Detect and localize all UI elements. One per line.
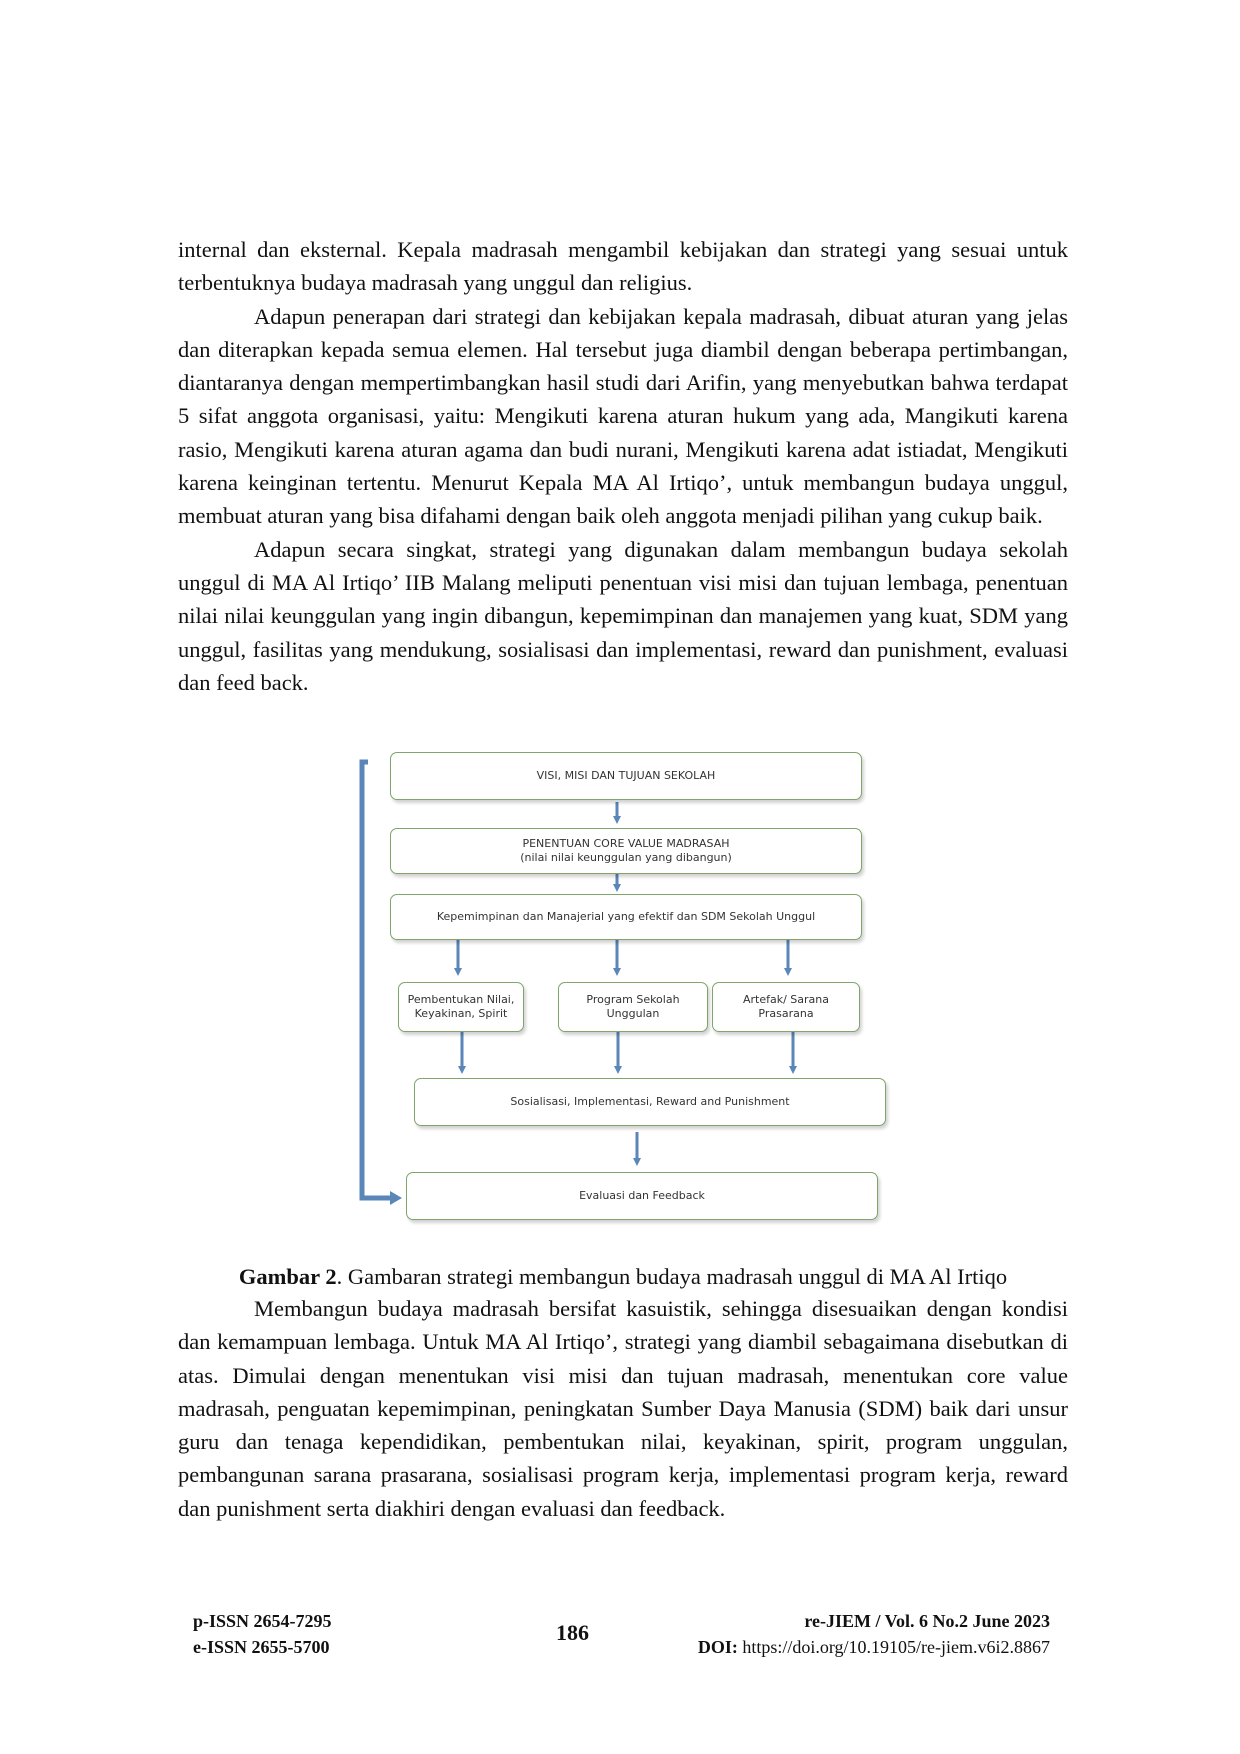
- footer-doi: [698, 1634, 1050, 1660]
- strategy-flow-diagram: [350, 752, 910, 1232]
- box-program-unggulan-line2: Unggulan: [606, 1007, 660, 1020]
- box-artefak-line2: Prasarana: [758, 1007, 814, 1020]
- box-sosialisasi-label: Sosialisasi, Implementasi, Reward and Punishment: [510, 1095, 790, 1108]
- body-text-top: [178, 233, 1068, 699]
- figure-caption-text: . Gambaran strategi membangun budaya madrasah unggul di MA Al Irtiqo: [336, 1264, 1008, 1289]
- paragraph: Adapun secara singkat, strategi yang digunakan dalam membangun budaya sekolah unggul di MA Al Irtiqo’ IIB Malang meliputi penentuan visi misi dan tujuan lembaga, penentuan nilai nilai keunggulan yang ingin dibangun, kepemimpinan dan manajemen yang kuat, SDM yang unggul, fasilitas yang mendukung, sosialisasi dan implementasi, reward dan punishment, evaluasi dan feed back.: [178, 536, 1068, 695]
- footer-doi-link[interactable]: https://doi.org/10.19105/re-jiem.v6i2.8867: [737, 1637, 1050, 1657]
- box-pembentukan-nilai-line1: Pembentukan Nilai,: [407, 993, 515, 1006]
- box-core-value-title: PENENTUAN CORE VALUE MADRASAH: [522, 837, 730, 850]
- box-visi-misi: [390, 752, 862, 800]
- box-kepemimpinan: [390, 894, 862, 940]
- paragraph: Membangun budaya madrasah bersifat kasuistik, sehingga disesuaikan dengan kondisi dan kemampuan lembaga. Untuk MA Al Irtiqo’, strategi yang diambil sebagaimana disebutkan di atas. Dimulai dengan menentukan visi misi dan tujuan madrasah, menentukan core value madrasah, penguatan kepemimpinan, peningkatan Sumber Daya Manusia (SDM) baik dari unsur guru dan tenaga kependidikan, pembentukan nilai, keyakinan, spirit, program unggulan, pembangunan sarana prasarana, sosialisasi program kerja, implementasi program kerja, reward dan punishment serta diakhiri dengan evaluasi dan feedback.: [178, 1296, 1068, 1521]
- box-pembentukan-nilai: [398, 982, 524, 1032]
- paragraph: Adapun penerapan dari strategi dan kebijakan kepala madrasah, dibuat aturan yang jelas dan diterapkan kepada semua elemen. Hal tersebut juga diambil dengan beberapa pertimbangan, diantaranya dengan mempertimbangkan hasil studi dari Arifin, yang menyebutkan bahwa terdapat 5 sifat anggota organisasi, yaitu: Mengikuti karena aturan hukum yang ada, Mangikuti karena rasio, Mengikuti karena aturan agama dan budi nurani, Mengikuti karena adat istiadat, Mengikuti karena keinginan tertentu. Menurut Kepala MA Al Irtiqo’, untuk membangun budaya unggul, membuat aturan yang bisa difahami dengan baik oleh anggota menjadi pilihan yang cukup baik.: [178, 303, 1068, 529]
- box-evaluasi: [406, 1172, 878, 1220]
- box-sosialisasi: [414, 1078, 886, 1126]
- footer-pissn: p-ISSN 2654-7295: [193, 1611, 332, 1631]
- footer-eissn: e-ISSN 2655-5700: [193, 1637, 330, 1657]
- box-artefak-line1: Artefak/ Sarana: [742, 993, 829, 1006]
- figure-caption: [178, 1262, 1068, 1292]
- page-footer: [0, 1608, 1240, 1668]
- box-program-unggulan-line1: Program Sekolah: [586, 993, 680, 1006]
- box-program-unggulan: [558, 982, 708, 1032]
- footer-doi-label: DOI:: [697, 1637, 738, 1657]
- box-pembentukan-nilai-line2: Keyakinan, Spirit: [414, 1007, 508, 1020]
- page-number: 186: [556, 1620, 589, 1645]
- footer-journal-info: [698, 1608, 1050, 1660]
- feedback-loop-arrow: [362, 762, 392, 1198]
- footer-journal-label: re-JIEM / Vol. 6 No.2 June 2023: [804, 1611, 1050, 1631]
- footer-issn: [193, 1608, 332, 1660]
- box-evaluasi-label: Evaluasi dan Feedback: [579, 1189, 705, 1202]
- figure-caption-label: Gambar 2: [238, 1264, 337, 1289]
- box-core-value: [390, 828, 862, 874]
- box-kepemimpinan-label: Kepemimpinan dan Manajerial yang efektif dan SDM Sekolah Unggul: [436, 910, 816, 923]
- box-core-value-subtitle: (nilai nilai keunggulan yang dibangun): [520, 851, 732, 864]
- feedback-loop-arrowhead: [390, 1191, 402, 1205]
- box-visi-misi-label: VISI, MISI DAN TUJUAN SEKOLAH: [536, 769, 716, 782]
- box-artefak: [712, 982, 860, 1032]
- body-text-after: [178, 1292, 1068, 1525]
- footer-journal: [698, 1608, 1050, 1634]
- paragraph: internal dan eksternal. Kepala madrasah mengambil kebijakan dan strategi yang sesuai untuk terbentuknya budaya madrasah yang unggul dan religius.: [178, 237, 1068, 296]
